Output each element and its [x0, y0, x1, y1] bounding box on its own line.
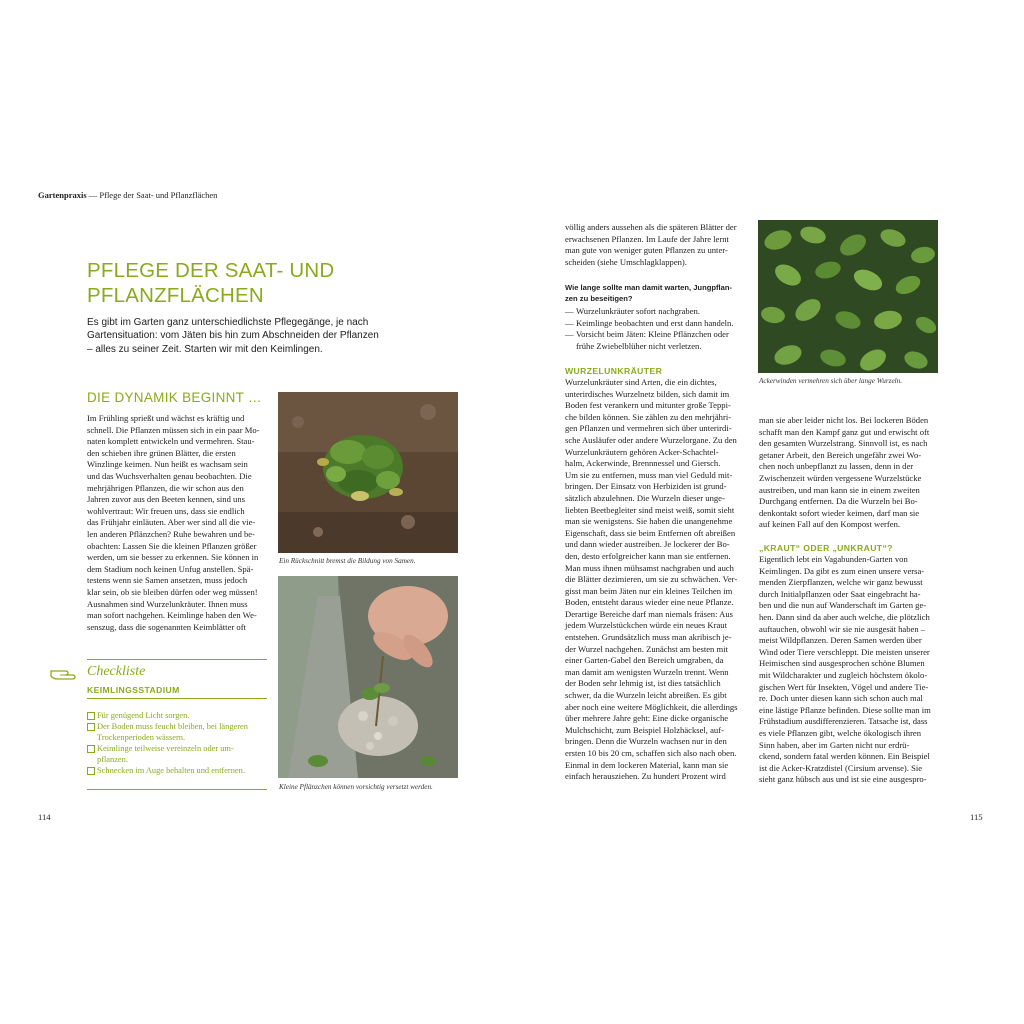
photo-cut-back-plant	[278, 392, 458, 553]
body-text-line: Eigenschaft, dass sie beim Entfernen oft abreißen	[565, 527, 736, 538]
body-text-line: Ausnahmen sind Wurzelunkräuter. Ihnen muss	[87, 598, 248, 609]
body-text-line: Eigentlich lebt ein Vagabunden-Garten von	[759, 554, 908, 564]
checklist-items	[87, 710, 272, 776]
body-text-line: Jahren zuvor aus den Beeten kennen, sind uns	[87, 494, 245, 505]
body-text-line: wohlvertraut: Wir freuen uns, dass sie endlich	[87, 505, 245, 516]
body-text-line: man sie wenigstens. Sie haben die unangenehme	[565, 516, 733, 527]
body-text-line: und das Wuchsverhalten genau beobachten. Die	[87, 470, 252, 481]
body-text-line: obachten: Lassen Sie die kleinen Pflanzen größer	[87, 540, 257, 551]
body-text-line: sieht ganz hübsch aus und ist sie eine ausgespro-	[759, 774, 927, 785]
photo-bindweed	[758, 220, 938, 373]
body-text-line: liebten Beetbegleiter sind meist weiß, somit sieht	[565, 504, 735, 515]
body-text-line: unterirdisches Wurzelnetz bilden, sich damit im	[565, 388, 730, 399]
bindweed-image	[758, 220, 938, 373]
body-text-line: hen. Dann sind da aber auch welche, die plötzlich	[759, 611, 930, 622]
body-text-line: Durchgang entfernen. Da die Wurzeln bei Bo-	[759, 496, 918, 507]
running-head-chapter: Pflege der Saat- und Pflanzflächen	[99, 190, 218, 200]
checklist-line: Für genügend Licht sorgen.	[97, 711, 190, 720]
body-text-line: Wurzelunkräuter sind Arten, die ein dichtes,	[565, 377, 717, 387]
body-text-line: scheiden (siehe Umschlagklappen).	[565, 256, 687, 267]
body-text-line: völlig anders aussehen als die späteren Blätter der	[565, 222, 737, 232]
dash-bullet: —	[565, 306, 574, 316]
body-text-line: und dann wieder austreiben. Je lockerer der Bo-	[565, 539, 730, 550]
checklist-item	[87, 743, 272, 765]
body-text-line: jedem Wurzelstückchen würde ein neues Kraut	[565, 620, 727, 631]
page-title	[87, 258, 387, 308]
title-line-2: PFLANZFLÄCHEN	[87, 284, 264, 307]
body-text-line: ist die Acker-Kratzdistel (Cirsium arvense). Sie	[759, 762, 923, 773]
section-dynamik-text	[87, 413, 272, 633]
checklist-line: Trockenperioden wässern.	[97, 733, 186, 742]
body-text-line: werden, um sie besser zu erkennen. Sie können in	[87, 552, 259, 563]
body-text-line: entstehen. Grundsätzlich muss man akribisch je-	[565, 632, 732, 643]
body-text-line: Winzlinge keimen. Nun heißt es wachsam sein	[87, 459, 248, 470]
checklist-line: Schnecken im Auge behalten und entfernen.	[97, 766, 245, 775]
body-text-line: Im Frühling sprießt und wächst es kräftig und	[87, 413, 245, 423]
body-text-line: Heimischen sind ausgesprochen schöne Blumen	[759, 658, 925, 669]
checklist-title: Checkliste	[87, 664, 146, 679]
body-text-line: eine lästige Pflanze befinden. Diese sollte man im	[759, 704, 931, 715]
body-text-line: klar sein, ob sie bleiben dürfen oder weg müssen!	[87, 586, 258, 597]
body-text-line: man sofort nachgehen. Keimlinge haben den We-	[87, 610, 257, 621]
body-text-line: mehrjährigen Pflanzen, die wir schon aus den	[87, 482, 244, 493]
photo2-caption: Kleine Pflänzchen können vorsichtig versetzt werden.	[279, 783, 433, 791]
running-head-section: Gartenpraxis	[38, 190, 87, 200]
body-text-line: senszug, dass die sogenannten Keimblätter oft	[87, 621, 246, 632]
transplanting-seedling-image	[278, 576, 458, 778]
pointing-hand-icon	[50, 666, 76, 680]
body-text-line: dem Stadium noch keinen Unfug anstellen. Spä-	[87, 563, 254, 574]
section-wurzelunkraeuter-text	[565, 377, 760, 783]
checklist-line: pflanzen.	[97, 755, 128, 764]
body-text-line: testens wenn sie Samen ansetzen, muss jedoch	[87, 575, 248, 586]
body-text-line: gisst man beim Jäten nur ein kleines Teilchen im	[565, 585, 733, 596]
body-text-line: austreiben, und man kann sie in einem zweiten	[759, 484, 920, 495]
body-text-line: Keimlingen. Da gibt es zum einen unsere versa-	[759, 565, 925, 576]
checklist-subtitle: KEIMLINGSSTADIUM	[87, 685, 180, 695]
body-text-line: sätzlich abzulehnen. Die Wurzeln dieser unge-	[565, 492, 725, 503]
body-text-line: Boden, entsteht daraus wieder eine neue Pflanze.	[565, 597, 734, 608]
cut-back-plant-image	[278, 392, 458, 553]
answer-item	[565, 318, 755, 330]
body-text-line: halm, Ackerwinde, Brennnessel und Giersch.	[565, 458, 721, 469]
dash-bullet: —	[565, 329, 574, 340]
body-text-line: durch Initialpflanzen oder Saat eingebracht ha-	[759, 588, 921, 599]
answer-list	[565, 306, 755, 352]
question-line: zen zu beseitigen?	[565, 293, 633, 303]
body-text-line: ben und die nun auf Wanderschaft im Garten ge-	[759, 600, 927, 611]
page-number-left: 114	[38, 812, 51, 822]
checkbox-icon	[87, 712, 95, 720]
section-kraut-unkraut-text	[759, 554, 949, 786]
section-heading-wurzelunkraeuter: WURZELUNKRÄUTER	[565, 366, 663, 376]
body-text-line: gischen Wert für Insekten, Vögel und andere Tie-	[759, 681, 929, 692]
checklist-item	[87, 765, 272, 776]
checklist-line: Der Boden muss feucht bleiben, bei längeren	[97, 722, 248, 731]
body-text-line: Sinn haben, aber im Garten nicht nur erdrü-	[759, 739, 910, 750]
body-text-line: ersten 10 bis 20 cm, schaffen sich also nach oben.	[565, 748, 737, 758]
body-text-line: Man muss ihnen mühsamst nachgraben und auch	[565, 562, 734, 573]
body-text-line: ckend, sondern fatal werden können. Ein Beispiel	[759, 751, 930, 762]
body-text-line: schafft man den Kampf ganz gut und erwischt oft	[759, 426, 930, 437]
body-text-line: die Blätter dezimieren, um sie zu schwächen. Ver-	[565, 574, 738, 585]
body-text-line: es viele Pflanzen gibt, welche ökologisch ihren	[759, 727, 922, 738]
photo1-caption: Ein Rückschnitt bremst die Bildung von Samen.	[279, 557, 416, 565]
body-text-line: Derartige Bereiche darf man niemals fräsen: Aus	[565, 608, 733, 619]
body-text-line: getaner Arbeit, den Bereich ungefähr zwei Wo-	[759, 449, 922, 460]
checkbox-icon	[87, 745, 95, 753]
checklist-item	[87, 721, 272, 743]
running-head-separator: —	[88, 190, 98, 200]
body-text-line: auftauchen, obwohl wir sie nie ausgesät haben –	[759, 623, 926, 634]
body-text-line: den, desto erfolgreicher kann man sie entfernen.	[565, 550, 731, 561]
checkbox-icon	[87, 767, 95, 775]
photo-transplanting-seedling	[278, 576, 458, 778]
body-text-line: menden Zierpflanzen, welche wir ganz bewusst	[759, 577, 923, 588]
body-text-line: denkontakt sofort wieder keimen, darf man sie	[759, 507, 920, 518]
body-text-line: re. Doch unter diesen kann sich schon auch mal	[759, 693, 923, 704]
section-heading-dynamik: DIE DYNAMIK BEGINNT …	[87, 390, 262, 405]
body-text-line: bringen. Der Einsatz von Herbiziden ist grund-	[565, 481, 727, 492]
question-heading	[565, 283, 755, 304]
title-line-1: PFLEGE DER SAAT- UND	[87, 259, 335, 282]
body-text-line: das Frühjahr einläuten. Aber wer sind all die vie-	[87, 517, 256, 528]
body-text-line: Wind oder Tiere verschleppt. Die meisten unserer	[759, 646, 930, 657]
running-head	[38, 190, 217, 200]
col4-continued-text	[759, 415, 949, 531]
body-text-line: man sie aber leider nicht los. Bei lockeren Böden	[759, 415, 929, 425]
checkbox-icon	[87, 723, 95, 731]
body-text-line: aber noch eine weitere Möglichkeit, die allerdings	[565, 701, 738, 712]
body-text-line: Wurzelunkräutern gehören Acker-Schachtel-	[565, 446, 719, 457]
body-text-line: schwer, da die Wurzeln leicht abreißen. Es gibt	[565, 690, 727, 701]
body-text-line: auf keinen Fall auf den Kompost werfen.	[759, 519, 901, 530]
answer-line: Keimlinge beobachten und erst dann handeln.	[576, 317, 734, 328]
answer-line: Vorsicht beim Jäten: Kleine Pflänzchen oder	[576, 329, 729, 340]
checklist-bottom-rule	[87, 789, 267, 790]
body-text-line: Boden fest verankern und mitunter große Teppi-	[565, 400, 731, 411]
question-line: Wie lange sollte man damit warten, Jungpflan-	[565, 283, 733, 292]
body-text-line: der Boden sehr lehmig ist, ist dies tatsächlich	[565, 678, 721, 689]
body-text-line: mit Wildcharakter und zugleich höchstem ökolo-	[759, 669, 928, 680]
body-text-line: über mehrere Jahre geht: Eine dicke organische	[565, 713, 729, 724]
body-text-line: gen Pflanzen und vermehren sich über unterirdi-	[565, 423, 732, 434]
body-text-line: den schieben ihre grünen Blätter, die ersten	[87, 447, 236, 458]
body-text-line: bringen. Denn die Wurzeln wachsen nur in den	[565, 736, 727, 747]
photo3-caption: Ackerwinden vermehren sich über lange Wurzeln.	[759, 377, 903, 385]
body-text-line: der Wurzel nachgehen. Zunächst am besten mit	[565, 643, 728, 654]
body-text-line: schnell. Die Pflanzen müssen sich in ein paar Mo-	[87, 424, 260, 435]
checklist-subtitle-rule	[87, 698, 267, 699]
body-text-line: den gesamten Wurzelstrang. Sinnvoll ist, es nach	[759, 438, 928, 449]
body-text-line: einer Garten-Gabel den Bereich umgraben, da	[565, 655, 724, 666]
body-text-line: len anderen Pflänzchen? Ruhe bewahren und be-	[87, 528, 255, 539]
page-number-right: 115	[970, 812, 983, 822]
body-text-line: sche Ausläufer oder andere Wurzelorgane. Zu den	[565, 434, 737, 445]
checklist-line: Keimlinge teilweise vereinzeln oder um-	[97, 744, 234, 753]
body-text-line: meist Wildpflanzen. Deren Samen werden über	[759, 635, 922, 646]
body-text-line: Einmal in dem lockeren Material, kann man sie	[565, 759, 729, 770]
body-text-line: Zwischenzeit würden vergessene Wurzelstücke	[759, 472, 922, 483]
body-text-line: man damit am wenigsten Wurzeln trennt. Wenn	[565, 666, 729, 677]
intro-text: Es gibt im Garten ganz unterschiedlichste Pflegegänge, je nach Gartensituation: vom Jäten bis hin zum Abschneiden der Pflanzen – alles zu seiner Zeit. Starten wir mit den Keimlingen.	[87, 317, 379, 355]
answer-line: Wurzelunkräuter sofort nachgraben.	[576, 306, 700, 316]
body-text-line: Mulchschicht, zum Beispiel Holzhäcksel, auf-	[565, 724, 724, 735]
body-text-line: che bilden können. Sie zählen zu den mehrjähri-	[565, 411, 732, 422]
body-text-line: Frühstadium ausdifferenzieren. Tatsache ist, dass	[759, 716, 928, 727]
col3-continued-text	[565, 222, 755, 268]
answer-item	[565, 306, 755, 318]
answer-item	[565, 329, 755, 352]
body-text-line: erwachsenen Pflanzen. Im Laufe der Jahre lernt	[565, 233, 729, 244]
body-text-line: naten komplett entwickeln und vermehren. Stau-	[87, 436, 255, 447]
section-heading-kraut-unkraut: „KRAUT“ ODER „UNKRAUT“?	[759, 543, 893, 553]
body-text-line: man gute von weniger guten Pflanzen zu unter-	[565, 245, 728, 256]
dash-bullet: —	[565, 317, 574, 328]
body-text-line: einfach herausziehen. Zu hundert Prozent wird	[565, 771, 726, 782]
body-text-line: chen noch unbepflanzt zu lassen, denn in der	[759, 461, 914, 472]
checklist-item	[87, 710, 272, 721]
answer-line: frühe Zwiebelblüher nicht verletzen.	[576, 340, 702, 351]
checklist-top-rule	[87, 659, 267, 660]
body-text-line: Um sie zu entfernen, muss man viel Geduld mit-	[565, 469, 733, 480]
